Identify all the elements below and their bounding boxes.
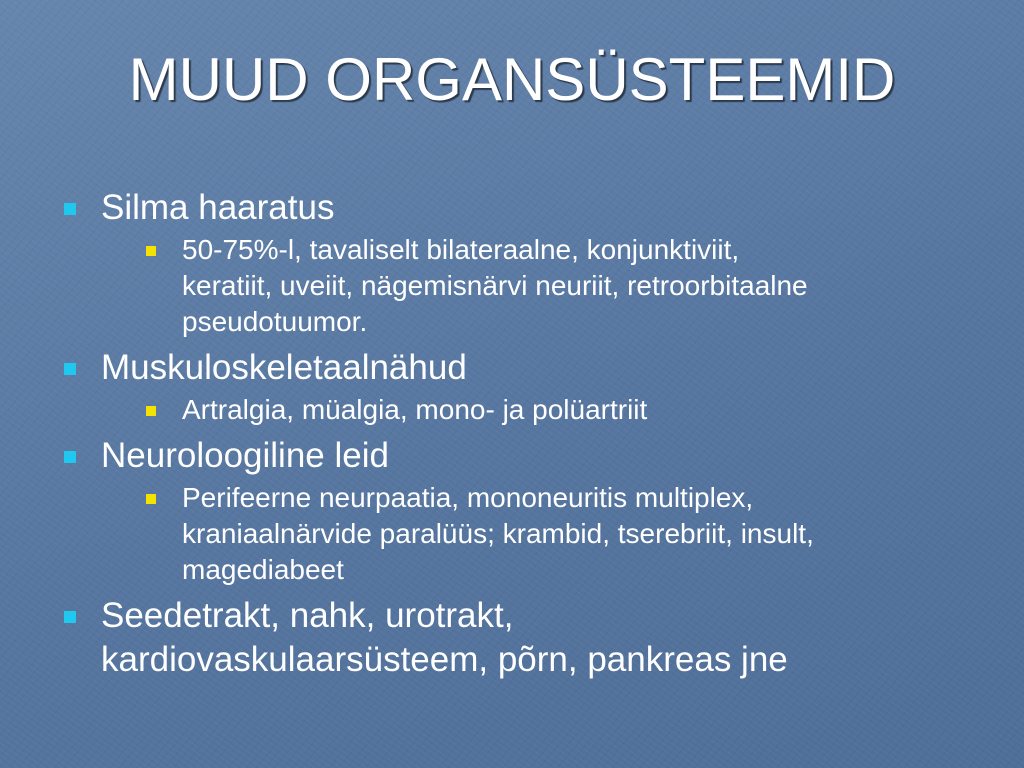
sub-bullet-line: 50-75%-l, tavaliselt bilateraalne, konjunktiviit, xyxy=(182,234,740,265)
sub-bullet-line: keratiit, uveiit, nägemisnärvi neuriit, retroorbitaalne xyxy=(182,270,808,301)
square-sub-bullet-icon xyxy=(146,406,156,416)
bullet-text-line: Seedetrakt, nahk, urotrakt, xyxy=(101,596,514,635)
bullet-text: Neuroloogiline leid xyxy=(101,436,389,475)
sub-bullet-line: Artralgia, müalgia, mono- ja polüartriit xyxy=(182,394,648,425)
bullet-text: Silma haaratus xyxy=(101,188,335,227)
square-bullet-icon xyxy=(64,363,76,375)
sub-bullet-line: pseudotuumor. xyxy=(182,306,368,337)
bullet-item-eye xyxy=(64,186,964,340)
sub-bullet-item xyxy=(146,392,964,428)
sub-bullet-line: Perifeerne neurpaatia, mononeuritis multiplex, xyxy=(182,482,754,513)
bullet-text: Muskuloskeletaalnähud xyxy=(101,348,467,387)
slide-title: MUUD ORGANSÜSTEEMID xyxy=(128,46,896,113)
bullet-item-musculoskeletal xyxy=(64,346,964,428)
bullet-item-other-organs xyxy=(64,594,964,682)
sub-bullet-line: magediabeet xyxy=(182,554,344,585)
square-bullet-icon xyxy=(64,451,76,463)
square-sub-bullet-icon xyxy=(146,494,156,504)
bullet-item-neurological xyxy=(64,434,964,588)
square-sub-bullet-icon xyxy=(146,246,156,256)
bullet-text-line: kardiovaskulaarsüsteem, põrn, pankreas jne xyxy=(101,640,788,679)
square-bullet-icon xyxy=(64,203,76,215)
square-bullet-icon xyxy=(64,611,76,623)
sub-bullet-item xyxy=(146,232,964,340)
sub-bullet-item xyxy=(146,480,964,588)
bullet-list xyxy=(64,186,964,688)
sub-bullet-line: kraniaalnärvide paralüüs; krambid, tserebriit, insult, xyxy=(182,518,814,549)
